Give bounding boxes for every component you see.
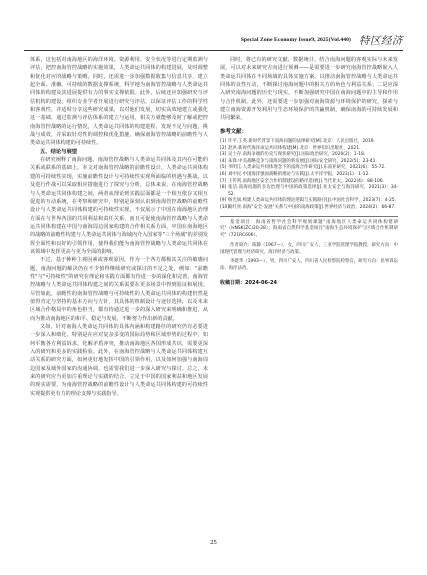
- reference-number: [8]: [220, 185, 227, 191]
- reference-text: 吴士存.南海争端的历史与现状研究[J].国际政治研究，2020(2)：1-18.: [228, 152, 366, 158]
- reference-item: [220, 205, 398, 212]
- reference-number: [2]: [220, 145, 227, 151]
- reference-number: [3]: [220, 152, 227, 158]
- author-bio: 李建华（1993—），男，四川广安人，四川省人民检察院检察官，研究方向：民事诉讼法、海洋法治。: [220, 259, 398, 272]
- reference-text: 葛红亮.南海"安全-发展"关系与中国的南海政策[J].世界经济与政治，2024(2)：66-87.: [228, 205, 396, 211]
- body-paragraph: 体系，这包括对南海地区的海洋环境、资源利用、安全状况等进行定期监测与评估，把控南海管控战略的实施效果，人类命运共同体的构建进展，及时调整和优化对应的战略与策略。同时，还需进一步加强数据收集与信息共享，建立起全面、准确、可持续的数据支撑系统，科学地为南海管控战略与人类命运共同体的构建及其进展提供有力的事实支撑依据。此外，后续还应加强研究与评估机构的建设，组织专业学者开展进行研究与评估，以保证评估工作的科学性和客观性，并适时分享这些研究成果，以对他们发展，切实高效地建立或强化这一基础，通过监测与评估体系的建立与运用，相关方就能够及时了解或把控南海管控战略的运行情况，人类命运共同体的构建进程，发现不足与问题，挑战与成效，并采取针对性的调控和优化措施，确保南海管控战略的前瞻性与人类命运共同体构建的可持续性。: [30, 57, 208, 147]
- reference-item: [220, 139, 398, 146]
- reference-text: 朱锋.中美战略竞争与南海问题的新发展[J].国际安全研究，2022(5)：23-41.: [228, 158, 377, 164]
- reference-number: [5]: [220, 165, 227, 171]
- reference-item: [220, 172, 398, 179]
- reference-text: 刘中民.中国海洋强国战略的理论与实践[J].太平洋学报，2023(1)：1-12.: [228, 172, 370, 178]
- funding-note: 基金项目：海南省哲学社会科学规划课题"南海地区人类命运共同体构建研究"（HNSK(ZC)20-28）；海南省自然科学基金项目"南海生态环境保护与区域合作机制研究"（721RC606）。: [220, 219, 398, 238]
- page-number: 25: [210, 539, 217, 546]
- footnote-divider: [220, 216, 398, 217]
- section-heading: 五、结论与展望: [40, 148, 78, 155]
- reference-text: 杨光斌.构建人类命运共同体的理论逻辑与实践路径[J].中国社会科学，2023(7)：4-25.: [228, 198, 396, 204]
- reference-number: [7]: [220, 178, 227, 184]
- reference-number: [1]: [220, 139, 227, 145]
- reference-number: [9]: [220, 198, 227, 204]
- journal-logo: 特区经济: [359, 34, 403, 47]
- reference-text: 张洁.南海问题的多边治理与中国的政策选择[J].亚太安全与海洋研究，2021(3)：34-52.: [228, 185, 398, 197]
- reference-text: 赵洪.新时代海洋命运共同体构建[M].北京：世界知识出版社，2021.: [228, 145, 361, 151]
- body-paragraph: 在研究阐释了南海问题、南海管控战略与人类命运共同体及其内在可能的关系或联系的基础上，本文对南海管控战略的前瞻性设计，人类命运共同体构建的可持续性实现，实施前瞻性设计与可持续性实现所面临的机遇与挑战，以及进行作战可以采取相应措施进行了探究与分析，总体来说，在南海管控战略与人类命运共同体构建之间，两者从理论到实践层面都是一个相互依存又相互促进的互动系统，在考察和研究中，特别是深刻认识到南海管控战略的前瞻性设计与人类命运共同体构建的可持续性实现，不仅展示了中国在南海地区治理方面在与世界各国的共同利益和责任关系，而且可促使南海管控战略与人类命运共同体构建在中国与南海周边国家构建的合作相关系方面，中国在南海地区的战略的前瞻性构建与人类命运共同体与海域内介入国家等"三个场域"的差别发挥全面性和良好的引领作用，使得我们能为南海管控战略与人类命运共同体在该领域中发挥更高与更为全面的影响。: [30, 157, 208, 255]
- author-bio: 作者简介：陈静（1967—），女，四川广安人，三亚学院管理学院教授，研究方向：中国现代管理与经济研究、海洋经济与政策。: [220, 243, 398, 256]
- header-divider: [24, 50, 403, 51]
- journal-header: [24, 32, 403, 48]
- journal-name: Special Zone Economy Issue9, 2025(Vol.440): [240, 37, 351, 43]
- body-paragraph: 同时，将已有的研究文献、数据统计、结合南海问题的客观实际与未来发展，可以对未来研究方向进行预测——是需要进一步研究南海管控战略嵌入人类命运共同体在不同场域的具体实施方案，以推动南海管控战略与人类命运共同体的良性互动，不断探讨南海问题中的相关方的角色与利益关系；二是应深入研究南海问题的历史与现实，不断加强研究中国在南海问题中的主导和作用与合作机制。此外，还需要进一步加强对南海资源与环境保护的研究，探索与建立南海资源开发利用与生态环境保护的共赢机制，确保南海的可持续发展和共同繁荣。: [220, 57, 398, 122]
- reference-text: 许平.王英.新时代背景下南海问题的法律研究[M].北京：人民出版社，2019.: [228, 139, 375, 145]
- reference-number: [4]: [220, 158, 227, 164]
- reference-number: [10]: [220, 205, 230, 211]
- received-date: 收稿日期：2024-06-24: [220, 280, 277, 287]
- reference-text: 王传剑.南海地区安全合作机制建设的路径选择[J].当代亚太，2022(4)：88-106.: [228, 178, 385, 184]
- reference-item: [220, 185, 398, 198]
- body-paragraph: 又如，针对南海人类命运共同体的具体内涵和构建路径的研究仍有必要进一步深入和细化，特别是在应对复杂多变的国际局势和区域形势的过程中，如何平衡各方利益诉求，化解矛盾冲突，推动南海地区各国形成共识，需要更深入的研究和更多的实践检验。此外，在南海管控战略与人类命运共同体构建互动关系的研究方面，如何更好地发挥中国的引领作用，以及如何加强与南海周边国家及域外国家的沟通协调，也需要我们进一步深入研究与探讨。总之，未来的研究应当更加注重理论与实践的结合，立足于中国的国家利益和地区发展的现实需要，为南海管控战略的前瞻性设计与人类命运共同体构建的可持续性实现提供更有力的理论支撑与实践指导。: [30, 324, 208, 397]
- reference-text: 李明江.人类命运共同体理念下的南海合作研究[J].东南亚研究，2021(6)：55-72.: [228, 165, 386, 171]
- reference-number: [6]: [220, 172, 227, 178]
- references-list: [220, 139, 398, 212]
- body-paragraph: 不过，基于种种主观因素或客观原因，作为一个各方都极其关注的敏感问题，南海问题的解决仍在不少值得继续研究或探讨的不足之处，例如："前瞻性"与"可持续性"的研究在理论和实践方面都有待进一步的深化和完善，南海管控战略与人类命运共同体构建之间的关系需要在更多场景中得到验证和展现。尽管如此，前瞻性的南海管控战略与可持续性的人类命运共同体的构建仍然是值得肯定与坚持的基本方向与方针，其具体的机制设计与途径选择，以及未来区域合作格局中的角色担当，都有待通过进一步的深入研究来明确和推进，从而为推动南海地区的和平、稳定与发展，不断努力作出新的贡献。: [30, 257, 208, 322]
- left-column: [30, 56, 208, 398]
- reference-item: [220, 152, 398, 159]
- references-heading: 参考文献：: [220, 128, 247, 135]
- right-column: [220, 56, 398, 287]
